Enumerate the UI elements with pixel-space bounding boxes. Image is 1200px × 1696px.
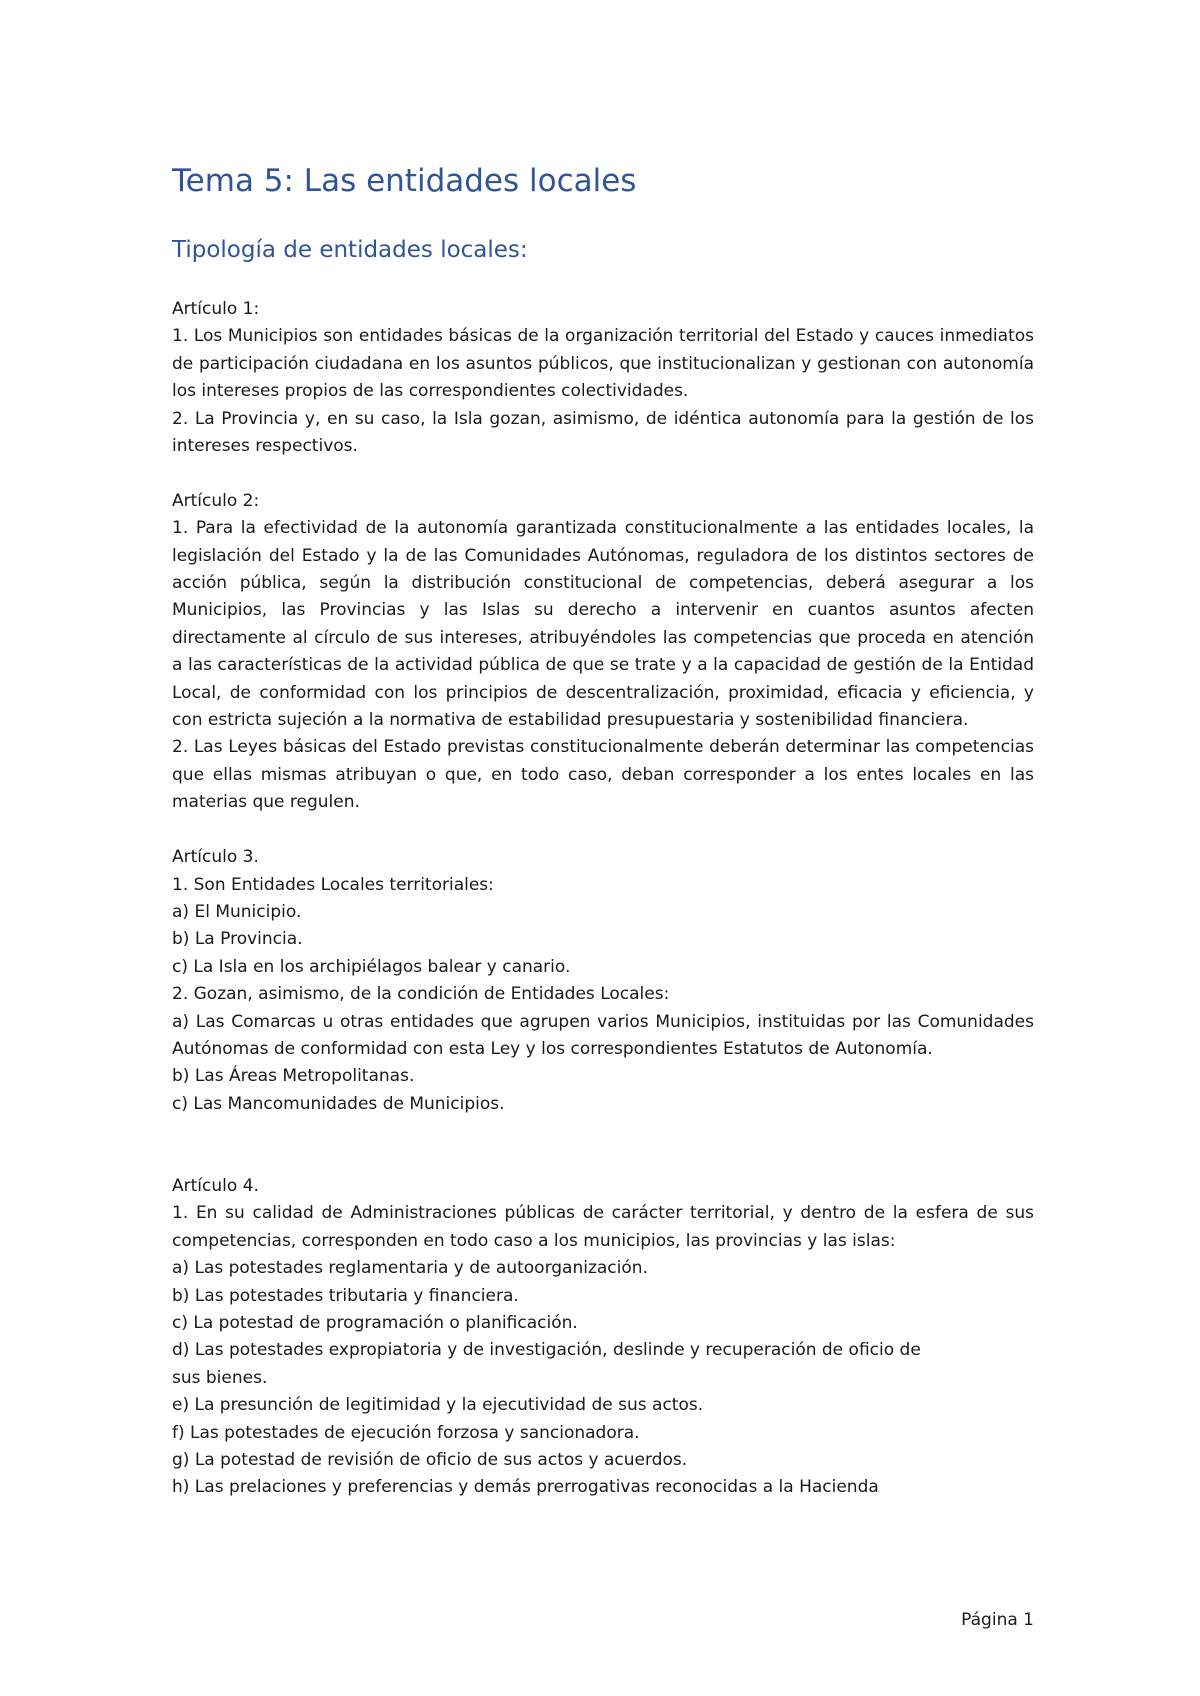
article-heading: Artículo 3. (172, 847, 259, 868)
list-item: d) Las potestades expropiatoria y de investigación, deslinde y recuperación de oficio de (172, 1340, 921, 1361)
document-body (172, 296, 1034, 1529)
article-2 (172, 488, 1034, 817)
list-item: c) Las Mancomunidades de Municipios. (172, 1093, 505, 1114)
page-number: Página 1 (961, 1610, 1034, 1630)
list-item: g) La potestad de revisión de oficio de sus actos y acuerdos. (172, 1450, 688, 1471)
article-heading: Artículo 4. (172, 1175, 259, 1196)
article-paragraph: 2. Las Leyes básicas del Estado previstas constitucionalmente deberán determinar las competencias que ellas mismas atribuyan o que, en todo caso, deban corresponder a los entes locales en las materias que regulen. (172, 737, 1034, 813)
list-item: c) La Isla en los archipiélagos balear y canario. (172, 956, 571, 977)
list-item: b) Las potestades tributaria y financiera. (172, 1285, 519, 1306)
article-heading: Artículo 1: (172, 299, 260, 319)
document-title: Tema 5: Las entidades locales (172, 163, 637, 199)
article-paragraph: 1. Para la efectividad de la autonomía garantizada constitucionalmente a las entidades locales, la legislación del Estado y la de las Comunidades Autónomas, reguladora de los distintos sectores de acción pública, según la distribución constitucional de competencias, deberá asegurar a los Municipios, las Provincias y las Islas su derecho a intervenir en cuantos asuntos afecten directamente al círculo de sus intereses, atribuyéndoles las competencias que proceda en atención a las características de la actividad pública de que se trate y a la capacidad de gestión de la Entidad Local, de conformidad con los principios de descentralización, proximidad, eficacia y eficiencia, y con estricta sujeción a la normativa de estabilidad presupuestaria y sostenibilidad financiera. (172, 518, 1034, 731)
list-item: b) La Provincia. (172, 929, 303, 950)
list-item: c) La potestad de programación o planificación. (172, 1312, 578, 1333)
section-heading: Tipología de entidades locales: (172, 237, 528, 263)
article-paragraph: 2. Gozan, asimismo, de la condición de Entidades Locales: (172, 984, 670, 1005)
article-paragraph: 1. Los Municipios son entidades básicas de la organización territorial del Estado y cauces inmediatos de participación ciudadana en los asuntos públicos, que institucionalizan y gestionan con autonomía los intereses propios de las correspondientes colectividades. (172, 326, 1034, 402)
article-paragraph: 1. Son Entidades Locales territoriales: (172, 874, 494, 895)
list-item: f) Las potestades de ejecución forzosa y sancionadora. (172, 1422, 640, 1443)
list-item: e) La presunción de legitimidad y la ejecutividad de sus actos. (172, 1395, 704, 1416)
article-paragraph: 2. La Provincia y, en su caso, la Isla gozan, asimismo, de idéntica autonomía para la gestión de los intereses respectivos. (172, 408, 1034, 457)
article-4 (172, 1173, 1034, 1502)
list-item: h) Las prelaciones y preferencias y demás prerrogativas reconocidas a la Hacienda (172, 1477, 879, 1498)
list-item-continuation: sus bienes. (172, 1367, 268, 1388)
list-item: a) Las Comarcas u otras entidades que agrupen varios Municipios, instituidas por las Comunidades Autónomas de conformidad con esta Ley y los correspondientes Estatutos de Autonomía. (172, 1011, 1034, 1059)
article-heading: Artículo 2: (172, 490, 260, 511)
article-1 (172, 296, 1034, 460)
list-item: b) Las Áreas Metropolitanas. (172, 1066, 415, 1087)
article-3 (172, 844, 1034, 1118)
list-item: a) Las potestades reglamentaria y de autoorganización. (172, 1258, 648, 1279)
article-paragraph: 1. En su calidad de Administraciones públicas de carácter territorial, y dentro de la esfera de sus competencias, corresponden en todo caso a los municipios, las provincias y las islas: (172, 1203, 1034, 1251)
list-item: a) El Municipio. (172, 901, 302, 922)
